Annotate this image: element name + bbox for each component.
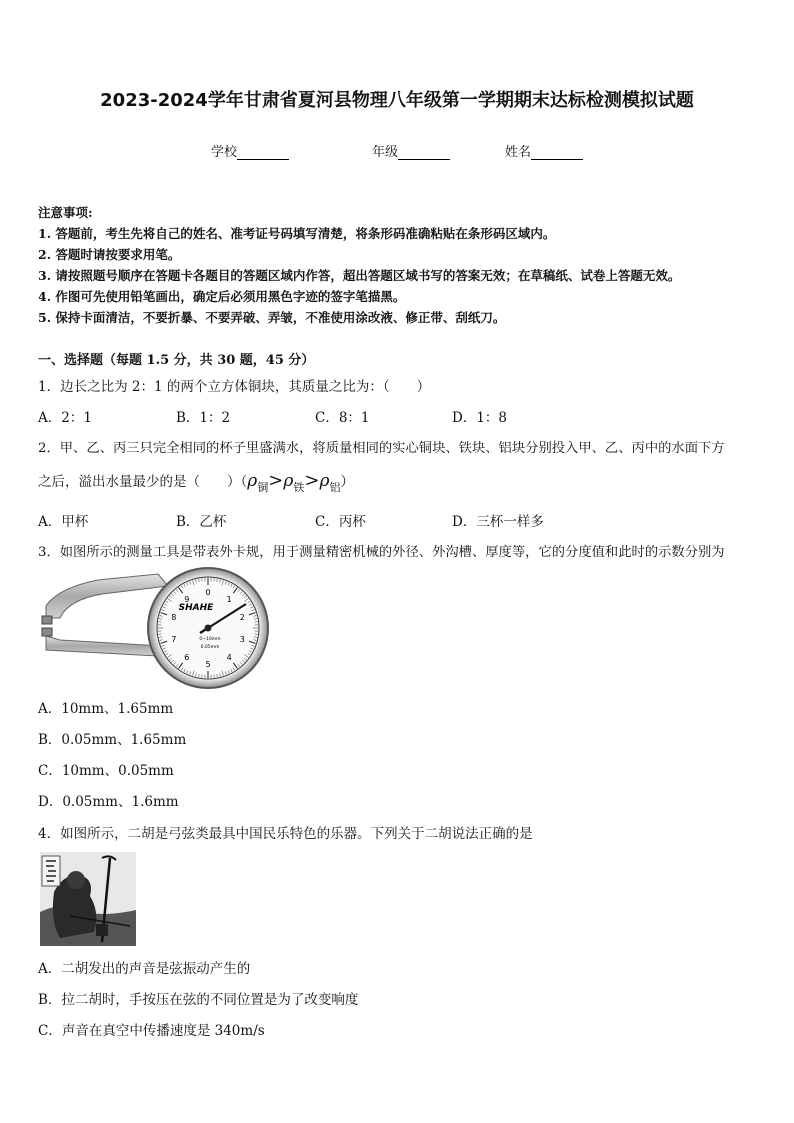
dial-number: 9: [184, 594, 190, 604]
q4-option-a: A．二胡发出的声音是弦振动产生的: [38, 961, 251, 977]
dial-number: 5: [205, 660, 211, 669]
dial-pivot: [205, 625, 212, 632]
rho-symbol: ρ: [247, 471, 258, 491]
caliper-lower-jaw: [42, 628, 52, 636]
q2-close-paren: ）: [340, 474, 354, 490]
q4-option-b: B．拉二胡时，手按压在弦的不同位置是为了改变响度: [38, 992, 359, 1008]
question-3: 3．如图所示的测量工具是带表外卡规，用于测量精密机械的外径、外沟槽、厚度等，它的分度值和此时的示数分别为: [38, 545, 725, 560]
school-label: 学校: [211, 145, 238, 160]
dial-number: 4: [226, 653, 232, 663]
grade-field: [372, 141, 450, 160]
rho-symbol: ρ: [283, 471, 294, 491]
player-head: [67, 871, 85, 889]
q2-text: 之后，溢出水量最少的是（ ）（: [38, 474, 248, 490]
question-2-line1: 2．甲、乙、丙三只完全相同的杯子里盛满水，将质量相同的实心铜块、铁块、铝块分别投入甲、乙、丙中的水面下方: [38, 441, 725, 456]
question-1: 1．边长之比为 2：1 的两个立方体铜块，其质量之比为：（ ）: [38, 379, 431, 395]
rho-sub-iron: 铁: [293, 481, 305, 494]
dial-number: 2: [239, 612, 245, 622]
dial-number: 0: [205, 588, 211, 597]
section-heading: 一、选择题（每题 1.5 分，共 30 题，45 分）: [38, 353, 315, 368]
q2-option-d: D．三杯一样多: [452, 514, 544, 530]
caliper-lower-arm: [46, 636, 162, 656]
q1-option-c: C．8：1: [315, 410, 370, 426]
greater-than: >: [268, 470, 284, 491]
dial-brand: SHAHE: [178, 603, 214, 613]
q2-option-b: B．乙杯: [176, 514, 227, 530]
dial-number: 8: [171, 612, 177, 622]
name-blank: [531, 147, 583, 160]
dial-range: 0~10mm: [199, 637, 221, 642]
dial-resolution: 0.05mm: [200, 645, 220, 650]
name-field: [505, 141, 583, 160]
erhu-body: [96, 924, 108, 936]
school-blank: [237, 147, 289, 160]
dial-number: 3: [239, 635, 245, 645]
greater-than: >: [304, 470, 320, 491]
q1-option-b: B．1：2: [176, 410, 231, 426]
note-item: 5. 保持卡面清洁，不要折暴、不要弄破、弄皱，不准使用涂改液、修正带、刮纸刀。: [38, 310, 506, 325]
dial-number: 1: [226, 594, 232, 604]
caliper-upper-jaw: [42, 616, 52, 624]
rho-symbol: ρ: [319, 471, 330, 491]
grade-blank: [398, 147, 450, 160]
note-item: 1. 答题前，考生先将自己的姓名、准考证号码填写清楚，将条形码准确粘贴在条形码区域内。: [38, 226, 556, 241]
erhu-player-figure: [40, 852, 136, 946]
q3-option-c: C．10mm、0.05mm: [38, 763, 174, 779]
q3-option-b: B．0.05mm、1.65mm: [38, 732, 187, 748]
grade-label: 年级: [372, 145, 399, 160]
note-item: 2. 答题时请按要求用笔。: [38, 247, 181, 262]
notes-heading: 注意事项:: [38, 205, 93, 220]
page-title: 2023-2024学年甘肃省夏河县物理八年级第一学期期末达标检测模拟试题: [100, 90, 694, 111]
school-field: [211, 141, 289, 160]
q3-option-a: A．10mm、1.65mm: [38, 701, 174, 717]
q3-option-d: D．0.05mm、1.6mm: [38, 794, 179, 810]
rho-sub-copper: 铜: [257, 481, 269, 494]
q1-option-a: A．2：1: [38, 410, 92, 426]
rho-sub-aluminum: 铝: [329, 481, 341, 494]
note-item: 3. 请按照题号顺序在答题卡各题目的答题区域内作答，超出答题区域书写的答案无效；在草稿纸、试卷上答题无效。: [38, 268, 681, 283]
dial-caliper-figure: [38, 566, 276, 690]
question-2-line2: [38, 470, 354, 495]
note-item: 4. 作图可先使用铅笔画出，确定后必须用黑色字迹的签字笔描黑。: [38, 289, 406, 304]
q1-option-d: D．1：8: [452, 410, 508, 426]
dial-number: 6: [184, 653, 190, 663]
q2-option-c: C．丙杯: [315, 514, 366, 530]
q2-option-a: A．甲杯: [38, 514, 89, 530]
name-label: 姓名: [505, 145, 532, 160]
question-4: 4．如图所示，二胡是弓弦类最具中国民乐特色的乐器。下列关于二胡说法正确的是: [38, 826, 533, 842]
dial-number: 7: [171, 635, 177, 645]
q4-option-c: C．声音在真空中传播速度是 340m/s: [38, 1023, 265, 1039]
